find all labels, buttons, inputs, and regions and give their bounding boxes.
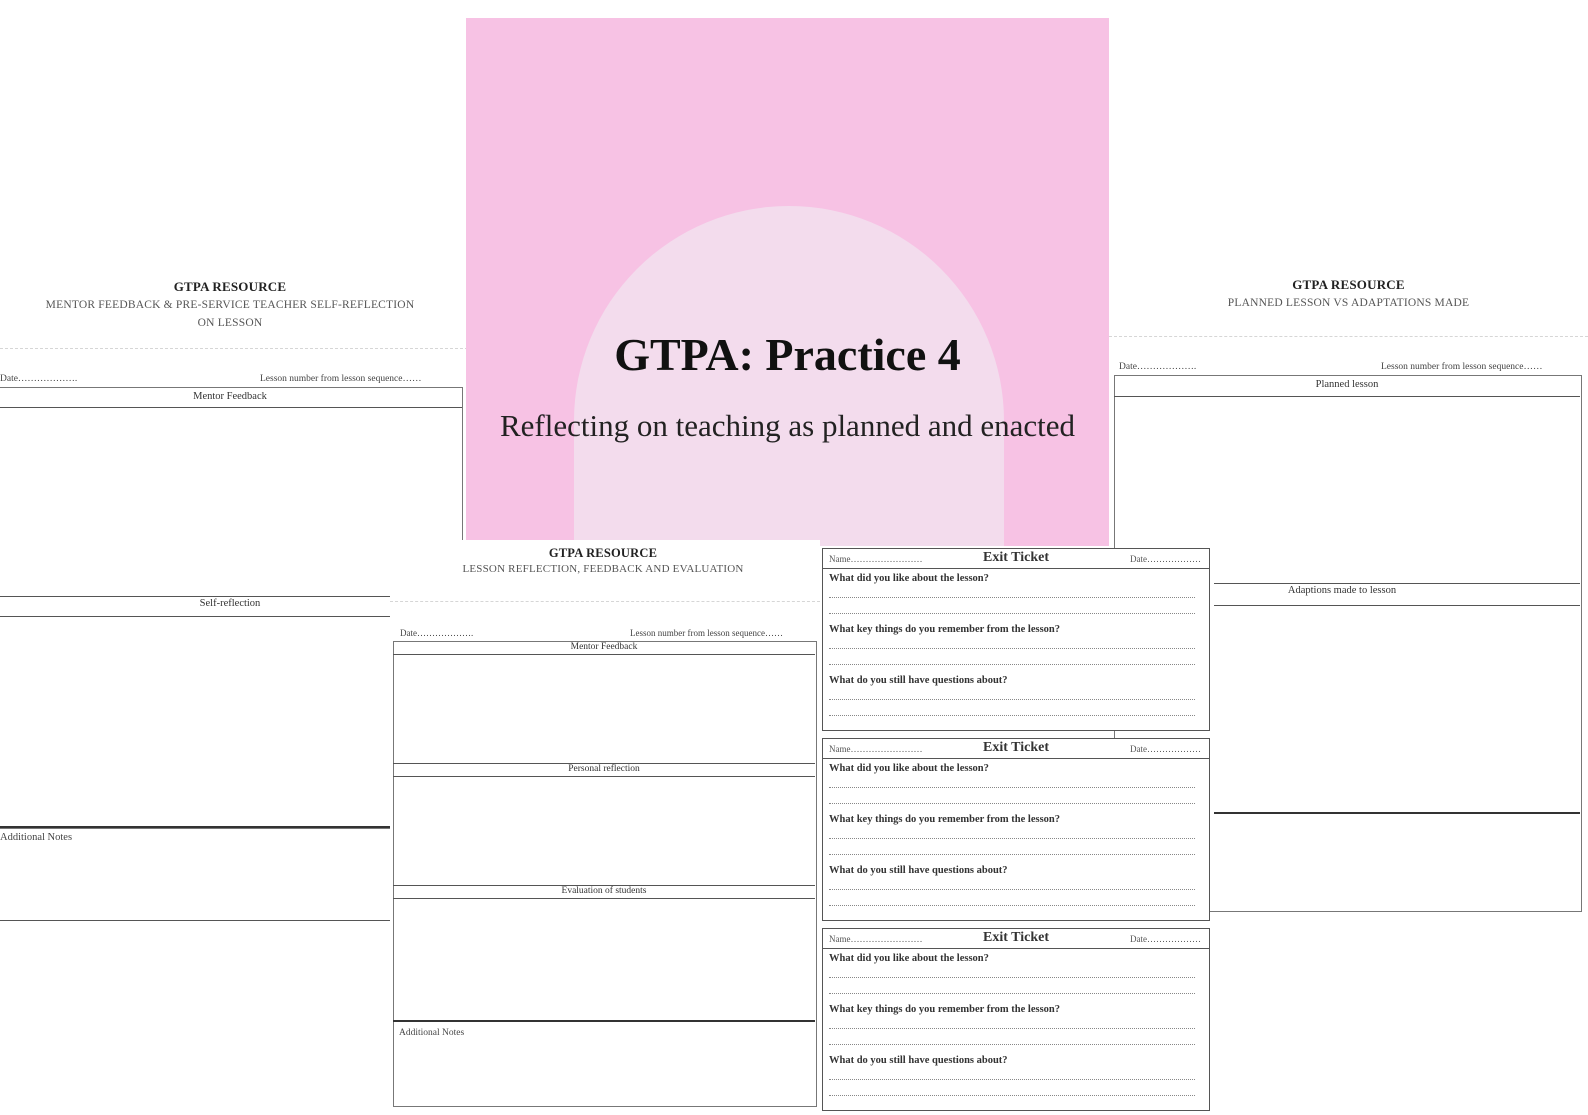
answer-line (829, 838, 1195, 839)
exit-ticket-question-2: What key things do you remember from the lesson? (829, 814, 1060, 825)
answer-line (829, 699, 1195, 700)
left-doc-section-notes: Additional Notes (0, 832, 73, 843)
middle-doc-section-personal: Personal reflection (568, 764, 640, 774)
left-doc-lesson-number: Lesson number from lesson sequence…… (260, 374, 422, 384)
answer-line (829, 613, 1195, 614)
answer-line (829, 854, 1195, 855)
exit-ticket-3 (822, 928, 1210, 1111)
left-doc-self-line-bottom (0, 616, 390, 617)
exit-ticket-question-3: What do you still have questions about? (829, 1055, 1008, 1066)
middle-doc-lesson-number: Lesson number from lesson sequence…… (630, 628, 783, 638)
answer-line (829, 787, 1195, 788)
right-doc-lesson-number: Lesson number from lesson sequence…… (1381, 362, 1543, 372)
exit-ticket-question-1: What did you like about the lesson? (829, 573, 989, 584)
exit-ticket-question-2: What key things do you remember from the lesson? (829, 624, 1060, 635)
exit-ticket-question-3: What do you still have questions about? (829, 865, 1008, 876)
cover-subtitle: Reflecting on teaching as planned and enacted (500, 408, 1075, 443)
left-doc-date: Date………………. (0, 374, 78, 384)
middle-doc-section-mentor: Mentor Feedback (570, 642, 638, 652)
cover-slide (466, 18, 1109, 546)
exit-ticket-date: Date……………… (1130, 554, 1201, 564)
middle-doc-title: GTPA RESOURCE (548, 546, 658, 560)
left-doc-self-line-top (0, 596, 390, 597)
left-doc-bottom-line (0, 920, 390, 921)
right-doc-planned-header-line (1114, 396, 1580, 397)
exit-ticket-question-3: What do you still have questions about? (829, 675, 1008, 686)
right-doc-title: GTPA RESOURCE (1292, 277, 1405, 292)
left-doc-notes-line (0, 826, 390, 828)
right-doc-adaptions-line-top (1214, 583, 1580, 584)
exit-ticket-date: Date……………… (1130, 744, 1201, 754)
middle-doc-section-notes: Additional Notes (399, 1028, 465, 1038)
answer-line (829, 597, 1195, 598)
answer-line (829, 648, 1195, 649)
answer-line (829, 905, 1195, 906)
exit-ticket-header (823, 929, 1209, 949)
middle-doc-date: Date………………. (400, 628, 474, 638)
exit-ticket-title: Exit Ticket (983, 740, 1049, 755)
answer-line (829, 664, 1195, 665)
answer-line (829, 993, 1195, 994)
answer-line (829, 1079, 1195, 1080)
answer-line (829, 1044, 1195, 1045)
exit-ticket-name: Name…………………… (829, 934, 923, 944)
middle-doc-divider (390, 601, 820, 602)
right-doc-notes-line (1214, 812, 1580, 814)
exit-ticket-question-2: What key things do you remember from the lesson? (829, 1004, 1060, 1015)
middle-doc-mentor-header-line (393, 654, 815, 655)
right-doc-section-adaptions: Adaptions made to lesson (1287, 585, 1397, 596)
middle-doc-personal-line-bottom (393, 776, 815, 777)
right-doc-adaptions-line-bottom (1214, 605, 1580, 606)
left-doc-title: GTPA RESOURCE (173, 279, 287, 294)
exit-ticket-2 (822, 738, 1210, 921)
answer-line (829, 1028, 1195, 1029)
left-doc-divider (0, 348, 468, 349)
exit-ticket-header (823, 549, 1209, 569)
answer-line (829, 889, 1195, 890)
right-doc-subtitle: PLANNED LESSON VS ADAPTATIONS MADE (1227, 297, 1470, 309)
right-doc-divider (1109, 336, 1588, 337)
cover-title: GTPA: Practice 4 (614, 329, 961, 380)
exit-ticket-question-1: What did you like about the lesson? (829, 763, 989, 774)
exit-ticket-title: Exit Ticket (983, 930, 1049, 945)
right-doc-date: Date………………. (1119, 362, 1197, 372)
middle-doc-section-eval: Evaluation of students (561, 886, 647, 896)
middle-document (390, 540, 820, 1115)
exit-ticket-date: Date……………… (1130, 934, 1201, 944)
answer-line (829, 1095, 1195, 1096)
middle-doc-subtitle: LESSON REFLECTION, FEEDBACK AND EVALUATION (462, 563, 744, 575)
exit-ticket-question-1: What did you like about the lesson? (829, 953, 989, 964)
left-doc-section-mentor: Mentor Feedback (193, 391, 267, 402)
exit-ticket-1 (822, 548, 1210, 731)
exit-ticket-name: Name…………………… (829, 744, 923, 754)
middle-doc-eval-line-bottom (393, 898, 815, 899)
left-doc-section-self: Self-reflection (199, 598, 261, 609)
answer-line (829, 977, 1195, 978)
left-doc-mentor-header-line (0, 407, 462, 408)
exit-ticket-title: Exit Ticket (983, 550, 1049, 565)
exit-ticket-name: Name…………………… (829, 554, 923, 564)
answer-line (829, 803, 1195, 804)
left-doc-subtitle-2: ON LESSON (197, 317, 263, 329)
answer-line (829, 715, 1195, 716)
exit-ticket-header (823, 739, 1209, 759)
middle-doc-notes-line (393, 1020, 815, 1022)
left-doc-subtitle-1: MENTOR FEEDBACK & PRE-SERVICE TEACHER SELF-REFLECTION (45, 299, 415, 311)
right-doc-section-planned: Planned lesson (1315, 379, 1379, 390)
